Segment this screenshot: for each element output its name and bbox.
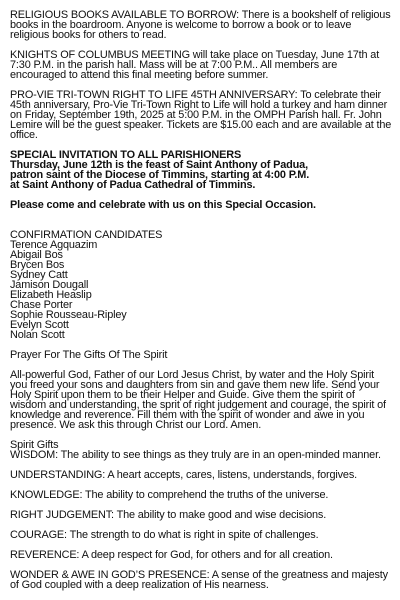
- special-invitation-line: at Saint Anthony of Padua Cathedral of Timmins.: [10, 179, 256, 191]
- candidate-name: Sydney Catt: [10, 269, 68, 281]
- special-invitation-heading: SPECIAL INVITATION TO ALL PARISHIONERS: [10, 149, 242, 161]
- spirit-gift-item: COURAGE: The strength to do what is right in spite of challenges.: [10, 529, 319, 541]
- spirit-gift-item: UNDERSTANDING: A heart accepts, cares, listens, understands, forgives.: [10, 469, 358, 481]
- spirit-gifts-heading: Spirit Gifts: [10, 439, 59, 451]
- candidate-name: Nolan Scott: [10, 329, 65, 341]
- spirit-gifts-section: [10, 440, 392, 590]
- special-invitation-section: [10, 150, 392, 210]
- knights-meeting-notice: KNIGHTS OF COLUMBUS MEETING will take place on Tuesday, June 17th at 7:30 P.M. in the parish hall. Mass will be at 7:00 P.M.. All members are encouraged to attend this final meeting before summer.: [10, 49, 380, 81]
- prayer-text: All-powerful God, Father of our Lord Jesus Christ, by water and the Holy Spirit you freed your sons and daughters from sin and gave them new life. Send your Holy Spirit upon them to be their Helper and Guide. Give them the spirit of wisdom and understanding, the sprit of right judgement and courage, the spirit of knowledge and reverence. Fill them with the spirit of wonder and awe in you presence. We ask this through Christ our Lord. Amen.: [10, 369, 386, 431]
- special-invitation-line: Please come and celebrate with us on this Special Occasion.: [10, 199, 316, 211]
- spirit-gift-item: REVERENCE: A deep respect for God, for others and for all creation.: [10, 549, 333, 561]
- candidate-name: Sophie Rousseau-Ripley: [10, 309, 127, 321]
- candidate-name: Chase Porter: [10, 299, 73, 311]
- bulletin-page: [10, 10, 392, 590]
- special-invitation-line: patron saint of the Diocese of Timmins, starting at 4:00 P.M.: [10, 169, 310, 181]
- spirit-gift-item: WONDER & AWE IN GOD’S PRESENCE: A sense of the greatness and majesty of God coupled with a deep realization of His nearness.: [10, 569, 388, 591]
- candidate-name: Jamison Dougall: [10, 279, 89, 291]
- candidate-name: Elizabeth Heaslip: [10, 289, 92, 301]
- candidate-name: Evelyn Scott: [10, 319, 69, 331]
- prayer-title: Prayer For The Gifts Of The Spirit: [10, 349, 168, 361]
- confirmation-heading: CONFIRMATION CANDIDATES: [10, 229, 163, 241]
- candidate-name: Terence Agquazim: [10, 239, 98, 251]
- candidate-name: Abigail Bos: [10, 249, 63, 261]
- religious-books-notice: RELIGIOUS BOOKS AVAILABLE TO BORROW: There is a bookshelf of religious books in the boardroom. Anyone is welcome to borrow a book or to leave religious books for others to read.: [10, 9, 391, 41]
- spirit-gift-item: RIGHT JUDGEMENT: The ability to make good and wise decisions.: [10, 509, 327, 521]
- candidate-name: Brycen Bos: [10, 259, 65, 271]
- confirmation-section: [10, 230, 392, 340]
- pro-vie-notice: PRO-VIE TRI-TOWN RIGHT TO LIFE 45TH ANNIVERSARY: To celebrate their 45th anniversary, Pro-Vie Tri-Town Right to Life will hold a turkey and ham dinner on Friday, September 19th, 2025 at 5:00 P.M. in the OMPH Parish hall. Fr. John Lemire will be the guest speaker. Tickets are $15.00 each and are available at the office.: [10, 89, 392, 141]
- special-invitation-line: Thursday, June 12th is the feast of Saint Anthony of Padua,: [10, 159, 308, 171]
- spirit-gift-item: KNOWLEDGE: The ability to comprehend the truths of the universe.: [10, 489, 329, 501]
- spirit-gift-item: WISDOM: The ability to see things as they truly are in an open-minded manner.: [10, 449, 381, 461]
